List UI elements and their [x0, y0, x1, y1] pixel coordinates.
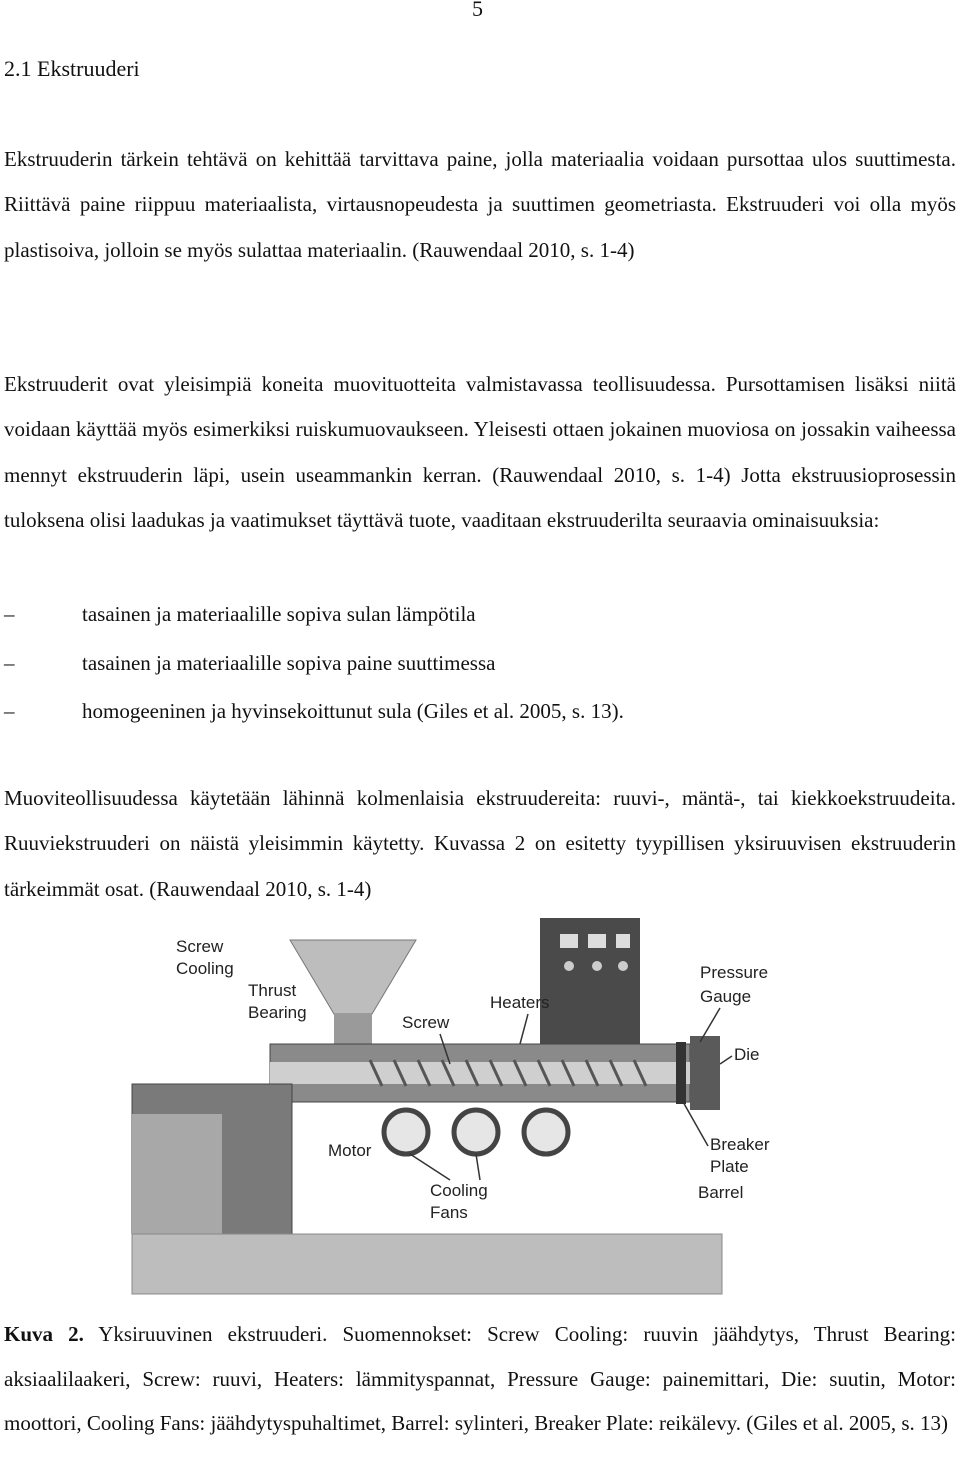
- caption-text: Yksiruuvinen ekstruuderi. Suomennokset: Screw Cooling: ruuvin jäähdytys, Thrust Bearing: aksiaalilaakeri, Screw: ruuvi, Heaters: lämmityspannat, Pressure Gauge: painemittari, Die: suutin, Motor: moottori, Cooling Fans: jäähdytyspuhaltimet, Barrel: sylinteri, Breaker Plate: reikälevy. (Giles et al. 2005, s. 13): [4, 1322, 956, 1435]
- label-pressure-gauge: Pressure: [700, 963, 769, 982]
- label-breaker-plate: Breaker: [710, 1135, 770, 1154]
- knob-icon: [564, 961, 574, 971]
- list-item-text: homogeeninen ja hyvinsekoittunut sula (Giles et al. 2005, s. 13).: [82, 699, 624, 723]
- page-number: 5: [472, 0, 483, 21]
- requirements-list: [4, 590, 624, 736]
- knob-icon: [618, 961, 628, 971]
- label-barrel: Barrel: [698, 1183, 744, 1202]
- label-thrust-bearing: Thrust: [248, 981, 297, 1000]
- cooling-fan-icon: [524, 1110, 568, 1154]
- label-pressure-gauge: Gauge: [700, 987, 752, 1006]
- figure-caption: [4, 1312, 956, 1446]
- caption-label: Kuva 2.: [4, 1322, 84, 1346]
- display-icon: [616, 934, 630, 948]
- list-item-text: tasainen ja materiaalille sopiva paine suuttimessa: [82, 650, 496, 675]
- label-screw: Screw: [402, 1013, 450, 1032]
- motor-housing: [132, 1114, 222, 1234]
- breaker-plate: [676, 1042, 686, 1104]
- display-icon: [560, 934, 578, 948]
- machine-base: [132, 1234, 722, 1294]
- extruder-diagram: [120, 914, 800, 1304]
- paragraph-2: Ekstruuderit ovat yleisimpiä koneita muovituotteita valmistavassa teollisuudessa. Pursottamisen lisäksi niitä voidaan käyttää myös esimerkiksi ruiskumuovaukseen. Yleisesti ottaen jokainen muoviosa on jossakin vaiheessa mennyt ekstruuderin läpi, usein useammankin kerran. (Rauwendaal 2010, s. 1-4) Jotta ekstruusioprosessin tuloksena olisi laadukas ja vaatimukset täyttävä tuote, vaaditaan ekstruuderilta seuraavia ominaisuuksia:: [4, 372, 956, 533]
- label-breaker-plate: Plate: [710, 1157, 749, 1176]
- knob-icon: [592, 961, 602, 971]
- label-heaters: Heaters: [490, 993, 550, 1012]
- label-die: Die: [734, 1045, 760, 1064]
- screw: [270, 1062, 690, 1084]
- list-item: [4, 639, 624, 688]
- label-thrust-bearing: Bearing: [248, 1003, 307, 1022]
- die: [690, 1036, 720, 1110]
- list-item: [4, 687, 624, 736]
- list-item: [4, 590, 624, 639]
- dash-bullet: –: [4, 699, 15, 723]
- cooling-fan-icon: [454, 1110, 498, 1154]
- label-screw-cooling: Cooling: [176, 959, 234, 978]
- label-screw-cooling: Screw: [176, 937, 224, 956]
- paragraph-1: Ekstruuderin tärkein tehtävä on kehittää tarvittava paine, jolla materiaalia voidaan pursottaa ulos suuttimesta. Riittävä paine riippuu materiaalista, virtausnopeudesta ja suuttimen geometriasta. Ekstruuderi voi olla myös plastisoiva, jolloin se myös sulattaa materiaalin. (Rauwendaal 2010, s. 1-4): [4, 147, 956, 262]
- dash-bullet: –: [4, 602, 15, 626]
- paragraph-3: Muoviteollisuudessa käytetään lähinnä kolmenlaisia ekstruudereita: ruuvi-, mäntä-, tai kiekkoekstruudeita. Ruuviekstruuderi on näistä yleisimmin käytetty. Kuvassa 2 on esitetty tyypillisen yksiruuvisen ekstruuderin tärkeimmät osat. (Rauwendaal 2010, s. 1-4): [4, 786, 956, 901]
- hopper: [290, 940, 416, 1014]
- section-heading: 2.1 Ekstruuderi: [4, 56, 140, 81]
- hopper-throat: [334, 1014, 372, 1044]
- label-cooling-fans: Fans: [430, 1203, 468, 1222]
- display-icon: [588, 934, 606, 948]
- label-cooling-fans: Cooling: [430, 1181, 488, 1200]
- list-item-text: tasainen ja materiaalille sopiva sulan lämpötila: [82, 602, 476, 626]
- label-motor: Motor: [328, 1141, 372, 1160]
- cooling-fan-icon: [384, 1110, 428, 1154]
- dash-bullet: –: [4, 650, 15, 675]
